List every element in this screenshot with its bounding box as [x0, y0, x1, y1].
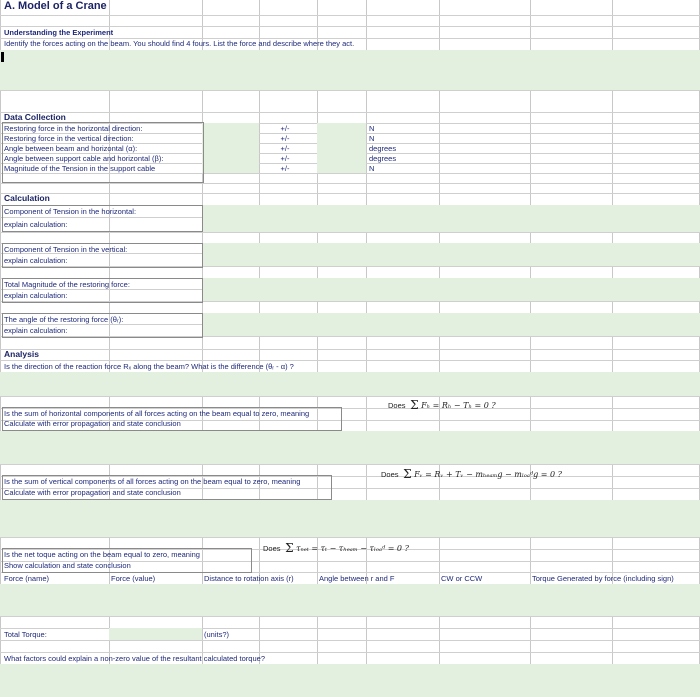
unit-2: N — [369, 134, 375, 143]
q2-equation-text: Fₕ = Rₕ − Tₕ = 0 ? — [421, 401, 496, 410]
calc-item-2: Component of Tension in the vertical: — [4, 245, 128, 254]
plus-minus-2: +/- — [280, 134, 290, 143]
q3-does-label: Does — [381, 470, 399, 479]
analysis-q3: Is the sum of vertical components of all forces acting on the beam equal to zero, meaning — [4, 477, 301, 486]
calc-item-4: The angle of the restoring force (θᵣ): — [4, 315, 124, 324]
torque-header-angle: Angle between r and F — [319, 574, 395, 583]
torque-header-force-name: Force (name) — [4, 574, 50, 583]
uncertainty-cell-3[interactable] — [317, 143, 366, 153]
unit-5: N — [369, 164, 375, 173]
total-torque-value[interactable] — [109, 628, 202, 640]
final-question: What factors could explain a non-zero value of the resultant calculated torque? — [4, 654, 265, 663]
value-cell-4[interactable] — [202, 153, 259, 163]
value-cell-1[interactable] — [202, 123, 259, 133]
analysis-q3-sub: Calculate with error propagation and state conclusion — [4, 488, 181, 497]
calc-explain-4: explain calculation: — [4, 326, 68, 335]
unit-3: degrees — [369, 144, 397, 153]
analysis-answer-3[interactable] — [0, 500, 700, 537]
q4-equation — [263, 541, 409, 555]
data-collection-heading: Data Collection — [4, 112, 66, 122]
q4-does-label: Does — [263, 544, 281, 553]
analysis-q2: Is the sum of horizontal components of all forces acting on the beam equal to zero, meaning — [4, 409, 310, 418]
uncertainty-cell-4[interactable] — [317, 153, 366, 163]
understanding-heading: Understanding the Experiment — [4, 28, 114, 37]
text-cursor — [1, 52, 4, 62]
value-cell-5[interactable] — [202, 163, 259, 173]
unit-4: degrees — [369, 154, 397, 163]
calc-item-3: Total Magnitude of the restoring force: — [4, 280, 130, 289]
calculation-heading: Calculation — [4, 193, 50, 203]
total-torque-units: (units?) — [204, 630, 230, 639]
q3-equation-text: Fᵥ = Rᵥ + Tᵥ − mₕₑₐₘg − mₗₒₐᵈg = 0 ? — [414, 470, 562, 479]
plus-minus-3: +/- — [280, 144, 290, 153]
torque-table-body[interactable] — [0, 584, 700, 616]
calc-explain-3: explain calculation: — [4, 291, 68, 300]
data-label-5: Magnitude of the Tension in the support cable — [4, 164, 156, 173]
calc-item-1: Component of Tension in the horizontal: — [4, 207, 137, 216]
torque-header-direction: CW or CCW — [441, 574, 483, 583]
q2-sigma-symbol: Σ — [410, 398, 419, 412]
torque-header-force-value: Force (value) — [111, 574, 156, 583]
analysis-q2-sub: Calculate with error propagation and state conclusion — [4, 419, 181, 428]
analysis-q4: Is the net toque acting on the beam equal to zero, meaning — [4, 550, 200, 559]
analysis-heading: Analysis — [4, 349, 39, 359]
plus-minus-1: +/- — [280, 124, 290, 133]
answer-area-forces[interactable] — [0, 50, 700, 90]
uncertainty-cell-2[interactable] — [317, 133, 366, 143]
plus-minus-5: +/- — [280, 164, 290, 173]
calc-answer-2[interactable] — [202, 243, 700, 266]
analysis-answer-2[interactable] — [0, 431, 700, 464]
data-label-3: Angle between beam and horizontal (α): — [4, 144, 138, 153]
value-cell-3[interactable] — [202, 143, 259, 153]
q3-equation — [381, 467, 562, 481]
q2-does-label: Does — [388, 401, 406, 410]
q3-sigma-symbol: Σ — [403, 467, 412, 481]
q4-sigma-symbol: Σ — [285, 541, 294, 555]
total-torque-label: Total Torque: — [4, 630, 47, 639]
data-label-1: Restoring force in the horizontal direction: — [4, 124, 143, 133]
page-title: A. Model of a Crane — [4, 0, 107, 12]
plus-minus-4: +/- — [280, 154, 290, 163]
q4-equation-text: τₙₑₜ = τₜ − τₕₑₐₘ − τₗₒₐᵈ = 0 ? — [296, 544, 409, 553]
data-label-4: Angle between support cable and horizontal (β): — [4, 154, 164, 163]
uncertainty-cell-5[interactable] — [317, 163, 366, 173]
calc-answer-4[interactable] — [202, 313, 700, 336]
unit-1: N — [369, 124, 375, 133]
final-answer-area[interactable] — [0, 664, 700, 697]
analysis-answer-1[interactable] — [0, 372, 700, 396]
analysis-q4-sub: Show calculation and state conclusion — [4, 561, 131, 570]
data-label-2: Restoring force in the vertical direction: — [4, 134, 134, 143]
q2-equation — [388, 398, 496, 412]
understanding-instruction: Identify the forces acting on the beam. You should find 4 fours. List the force and describe where they act. — [4, 39, 355, 48]
torque-header-torque: Torque Generated by force (including sign) — [532, 574, 674, 583]
calc-answer-1[interactable] — [202, 205, 700, 232]
analysis-q1: Is the direction of the reaction force Rₓ along the beam? What is the difference (θᵣ - α) ? — [4, 362, 294, 371]
calc-explain-2: explain calculation: — [4, 256, 68, 265]
torque-header-distance: Distance to rotation axis (r) — [204, 574, 294, 583]
value-cell-2[interactable] — [202, 133, 259, 143]
calc-answer-3[interactable] — [202, 278, 700, 301]
calc-explain-1: explain calculation: — [4, 220, 68, 229]
uncertainty-cell-1[interactable] — [317, 123, 366, 133]
